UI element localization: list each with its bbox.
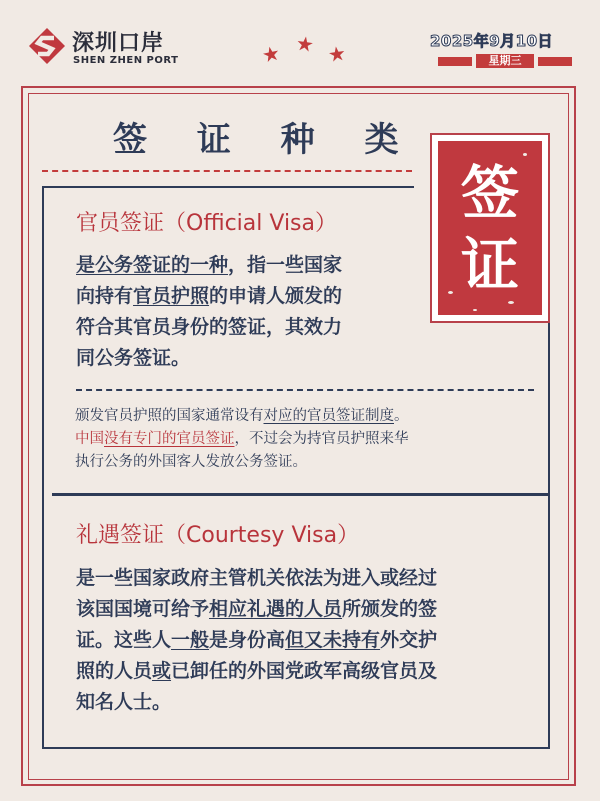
courtesy-visa-definition: 是一些国家政府主管机关依法为进入或经过 该国国境可给予相应礼遇的人员所颁发的签 证。这些人一般是身份高但又未持有外交护 照的人员或已卸任的外国党政军高级官员及 知名人士。 bbox=[76, 567, 438, 713]
stamp-char-2: 证 bbox=[460, 231, 519, 299]
star-icon: ★ bbox=[326, 40, 348, 68]
star-icon: ★ bbox=[294, 30, 316, 58]
official-visa-note: 颁发官员护照的国家通常设有对应的官员签证制度。 中国没有专门的官员签证，不过会为持官员护照来华 执行公务的外国客人发放公务签证。 bbox=[75, 408, 409, 470]
title-dashed-divider bbox=[42, 170, 412, 172]
official-visa-definition: 是公务签证的一种，指一些国家 向持有官员护照的申请人颁发的 符合其官员身份的签证，其效力 同公务签证。 bbox=[76, 254, 343, 369]
stamp-char-1: 签 bbox=[460, 159, 519, 227]
brand-name-en: SHEN ZHEN PORT bbox=[73, 55, 179, 66]
visa-stamp bbox=[430, 133, 550, 323]
section-title: 签 证 种 类 bbox=[113, 120, 418, 160]
brand-name-cn: 深圳口岸 bbox=[72, 31, 165, 56]
star-icon: ★ bbox=[259, 40, 283, 68]
weekday-bar bbox=[438, 55, 572, 68]
paragraph-dashed-divider bbox=[76, 389, 534, 391]
section-divider bbox=[52, 493, 548, 496]
port-logo-icon bbox=[28, 27, 66, 65]
weekday-label: 星期三 bbox=[476, 54, 534, 68]
official-visa-heading: 官员签证（Official Visa） bbox=[76, 211, 338, 236]
date-label: 2025年9月10日 bbox=[430, 32, 554, 50]
courtesy-visa-heading: 礼遇签证（Courtesy Visa） bbox=[76, 523, 360, 548]
